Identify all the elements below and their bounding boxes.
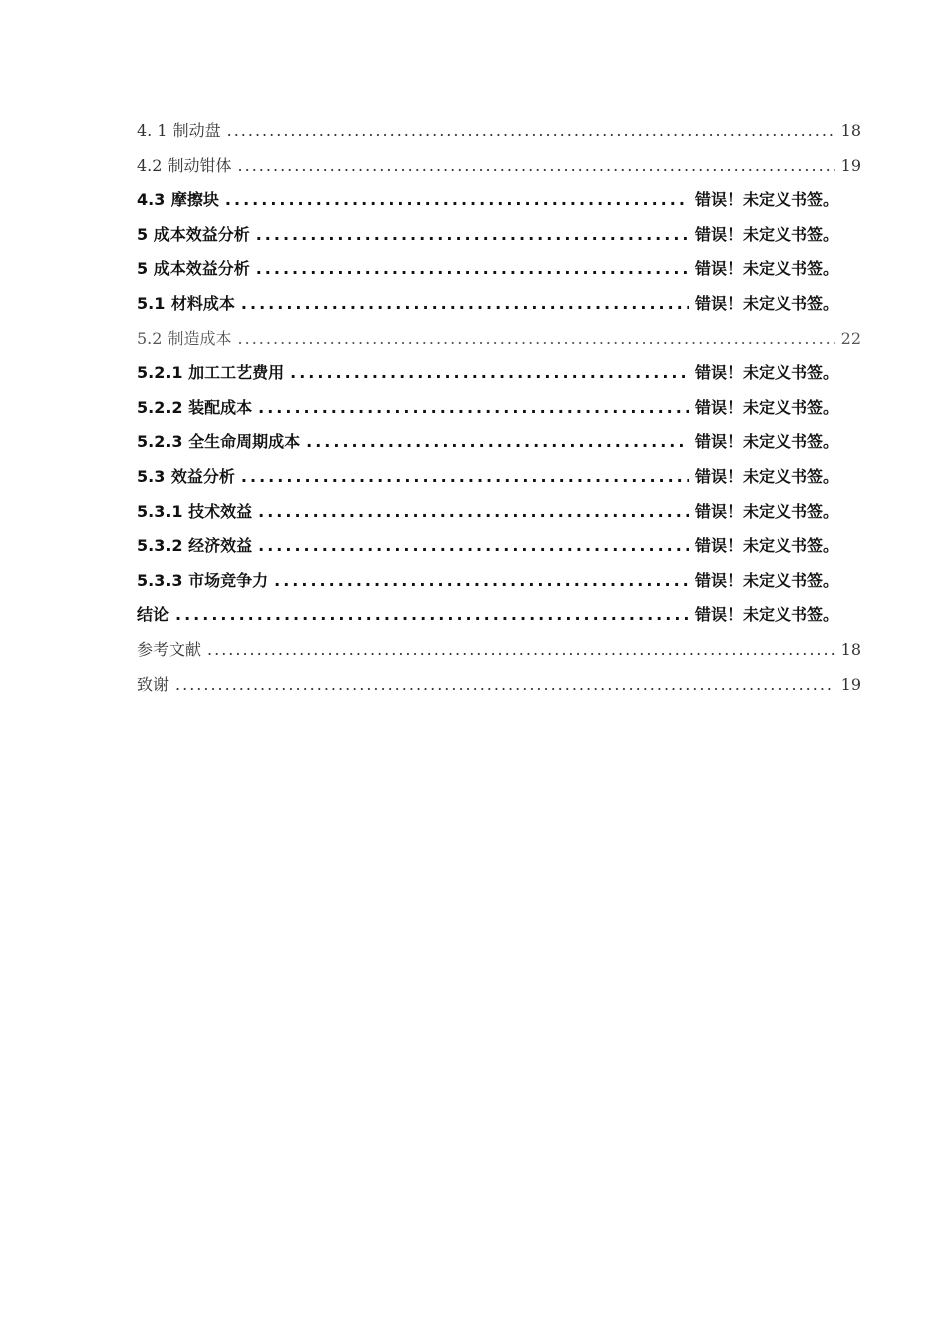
toc-entry-title: 4.2 制动钳体 — [137, 155, 232, 175]
toc-entry-title: 5.3 效益分析 — [137, 466, 235, 486]
toc-entry-page: 错误！未定义书签。 — [694, 224, 839, 244]
toc-entry-title: 5.3.2 经济效益 — [137, 536, 253, 556]
toc-dot-leader — [290, 363, 689, 382]
toc-dot-leader — [256, 225, 689, 244]
toc-entry-title: 5.2 制造成本 — [137, 328, 232, 348]
toc-entry-title: 5.1 材料成本 — [137, 293, 235, 313]
toc-entry-acknowledgements[interactable] — [137, 672, 861, 707]
toc-entry-page: 错误！未定义书签。 — [694, 605, 839, 625]
toc-entry-5-3-1[interactable] — [137, 499, 861, 534]
toc-dot-leader — [241, 294, 689, 313]
toc-entry-title: 5.2.2 装配成本 — [137, 397, 253, 417]
toc-entry-page: 错误！未定义书签。 — [694, 466, 839, 486]
toc-entry-5-2-3[interactable] — [137, 429, 861, 464]
toc-dot-leader — [238, 329, 835, 348]
toc-entry-page: 错误！未定义书签。 — [694, 432, 839, 452]
toc-entry-title: 5.3.3 市场竞争力 — [137, 570, 269, 590]
toc-entry-conclusion[interactable] — [137, 602, 861, 637]
toc-entry-4-2[interactable] — [137, 153, 861, 188]
toc-dot-leader — [256, 259, 689, 278]
toc-dot-leader — [241, 467, 689, 486]
toc-dot-leader — [258, 398, 689, 417]
toc-dot-leader — [175, 675, 835, 694]
toc-dot-leader — [258, 536, 689, 555]
toc-entry-5-2-2[interactable] — [137, 395, 861, 430]
toc-entry-5-a[interactable] — [137, 222, 861, 257]
toc-dot-leader — [258, 502, 689, 521]
toc-entry-4-3[interactable] — [137, 187, 861, 222]
toc-entry-title: 5 成本效益分析 — [137, 224, 250, 244]
toc-entry-5-2-1[interactable] — [137, 360, 861, 395]
toc-entry-page: 错误！未定义书签。 — [694, 501, 839, 521]
toc-entry-5-2[interactable] — [137, 326, 861, 361]
toc-entry-page: 错误！未定义书签。 — [694, 259, 839, 279]
toc-entry-title: 致谢 — [137, 674, 170, 694]
toc-entry-page: 错误！未定义书签。 — [694, 536, 839, 556]
toc-entry-references[interactable] — [137, 637, 861, 672]
toc-entry-5-1[interactable] — [137, 291, 861, 326]
toc-entry-5-3-3[interactable] — [137, 568, 861, 603]
toc-entry-page: 错误！未定义书签。 — [694, 397, 839, 417]
toc-entry-5-3[interactable] — [137, 464, 861, 499]
toc-dot-leader — [175, 605, 689, 624]
toc-dot-leader — [207, 640, 835, 659]
toc-entry-title: 5.2.3 全生命周期成本 — [137, 432, 301, 452]
toc-dot-leader — [306, 432, 689, 451]
toc-entry-page: 22 — [840, 328, 861, 348]
toc-dot-leader — [225, 190, 689, 209]
toc-dot-leader — [227, 121, 835, 140]
toc-entry-page: 19 — [840, 155, 861, 175]
toc-entry-4-1[interactable] — [137, 118, 861, 153]
toc-entry-title: 参考文献 — [137, 639, 202, 659]
toc-entry-title: 5.3.1 技术效益 — [137, 501, 253, 521]
toc-entry-title: 5.2.1 加工工艺费用 — [137, 363, 285, 383]
toc-dot-leader — [238, 156, 835, 175]
toc-dot-leader — [274, 571, 689, 590]
toc-entry-page: 错误！未定义书签。 — [694, 570, 839, 590]
toc-entry-title: 4. 1 制动盘 — [137, 121, 221, 140]
toc-entry-page: 错误！未定义书签。 — [694, 190, 839, 210]
toc-entry-page: 18 — [840, 121, 861, 140]
toc-entry-5-b[interactable] — [137, 256, 861, 291]
toc-entry-5-3-2[interactable] — [137, 533, 861, 568]
toc-entry-page: 错误！未定义书签。 — [694, 293, 839, 313]
toc-entry-page: 错误！未定义书签。 — [694, 363, 839, 383]
toc-entry-page: 18 — [840, 639, 861, 659]
toc-entry-title: 结论 — [137, 605, 170, 625]
toc-entry-title: 4.3 摩擦块 — [137, 190, 219, 210]
toc-entry-title: 5 成本效益分析 — [137, 259, 250, 279]
table-of-contents — [137, 118, 861, 706]
toc-entry-page: 19 — [840, 674, 861, 694]
